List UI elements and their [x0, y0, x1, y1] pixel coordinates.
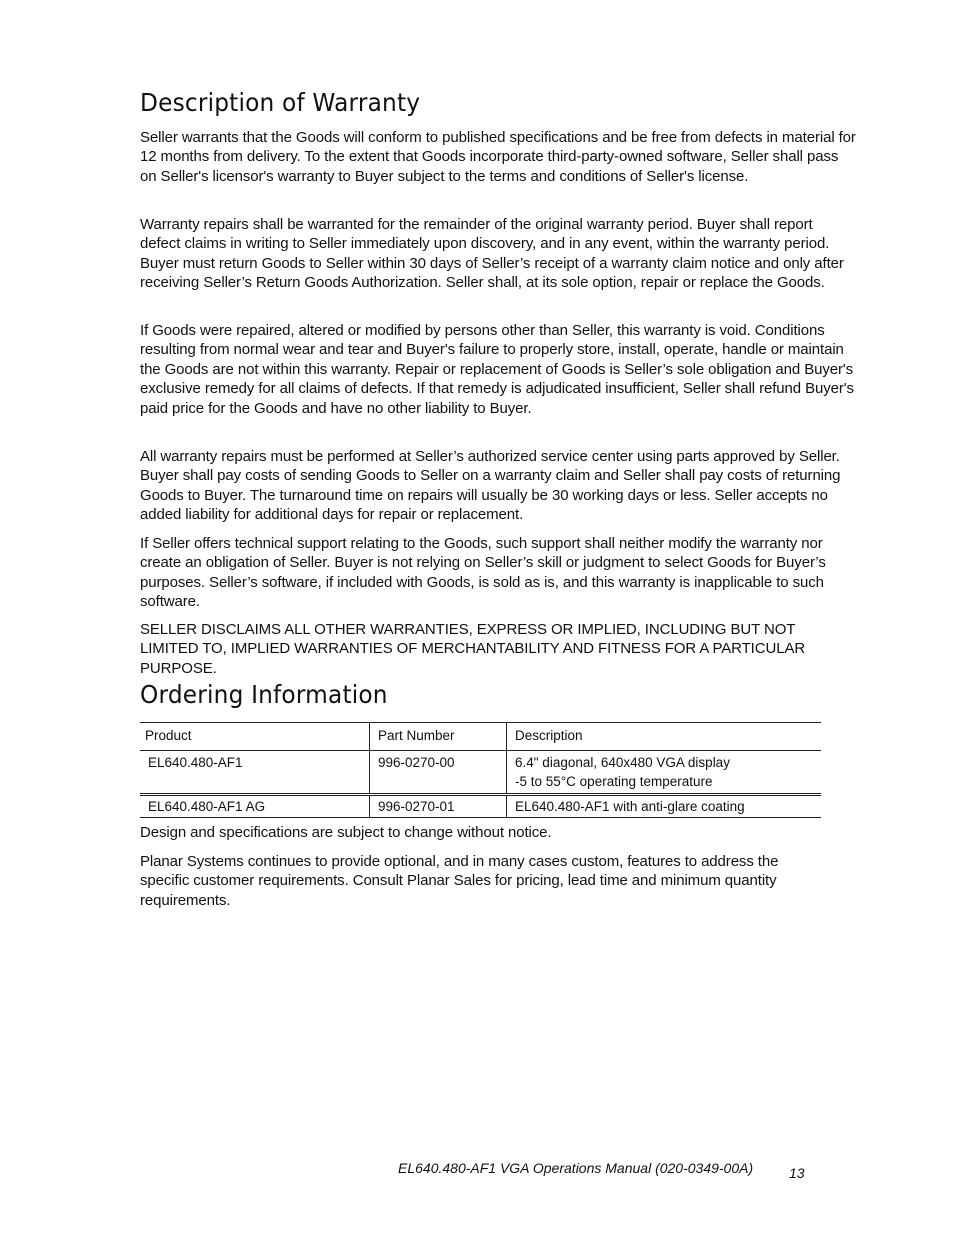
ordering-table: [140, 722, 821, 818]
ordering-paragraph: Design and specifications are subject to change without notice.: [140, 824, 552, 841]
ordering-heading: Ordering Information: [140, 680, 388, 709]
column-header-part-number: Part Number: [370, 723, 507, 751]
warranty-heading: Description of Warranty: [140, 88, 421, 117]
ordering-paragraph: Planar Systems continues to provide optional, and in many cases custom, features to address the specific customer requirements. Consult Planar Sales for pricing, lead time and minimum quantity requirements.: [140, 853, 779, 909]
product-cell: EL640.480-AF1 AG: [148, 799, 266, 814]
description-line: -5 to 55°C operating temperature: [515, 774, 713, 789]
description-cell: [507, 751, 822, 795]
part-number-cell: 996-0270-00: [370, 751, 507, 795]
description-cell: [507, 795, 822, 818]
part-number-cell: 996-0270-01: [370, 795, 507, 818]
page-number: 13: [789, 1165, 805, 1181]
table-row: [140, 751, 821, 795]
description-line: EL640.480-AF1 with anti-glare coating: [515, 799, 745, 814]
disclaimer-paragraph: SELLER DISCLAIMS ALL OTHER WARRANTIES, EXPRESS OR IMPLIED, INCLUDING BUT NOT LIMITED TO, IMPLIED WARRANTIES OF MERCHANTABILITY AND FITNESS FOR A PARTICULAR PURPOSE.: [140, 621, 806, 677]
warranty-paragraph: Seller warrants that the Goods will conform to published specifications and be free from defects in material for 12 months from delivery. To the extent that Goods incorporate third-party-owned software, Seller shall pass on Seller's licensor's warranty to Buyer subject to the terms and conditions of Seller's license.: [140, 129, 856, 185]
warranty-paragraph: If Goods were repaired, altered or modified by persons other than Seller, this warranty is void. Conditions resulting from normal wear and tear and Buyer's failure to properly store, install, operate, handle or maintain the Goods are not within this warranty. Repair or replacement of Goods is Seller’s sole obligation and Buyer's exclusive remedy for all claims of defects. If that remedy is adjudicated insufficient, Seller shall refund Buyer's paid price for the Goods and have no other liability to Buyer.: [140, 322, 854, 417]
table-header-row: [140, 723, 821, 751]
warranty-paragraph: If Seller offers technical support relating to the Goods, such support shall neither modify the warranty nor create an obligation of Seller. Buyer is not relying on Seller’s skill or judgment to select Goods for Buyer’s purposes. Seller’s software, if included with Goods, is sold as is, and this warranty is inapplicable to such software.: [140, 535, 826, 611]
table-row: [140, 795, 821, 818]
warranty-paragraph: Warranty repairs shall be warranted for the remainder of the original warranty period. Buyer shall report defect claims in writing to Seller immediately upon discovery, and in any event, within the warranty period. Buyer must return Goods to Seller within 30 days of Seller’s receipt of a warranty claim notice and only after receiving Seller’s Return Goods Authorization. Seller shall, at its sole option, repair or replace the Goods.: [140, 216, 844, 292]
column-header-product: Product: [140, 723, 370, 751]
footer-manual-title: EL640.480-AF1 VGA Operations Manual (020-0349-00A): [398, 1160, 754, 1176]
column-header-description: Description: [507, 723, 822, 751]
description-line: 6.4" diagonal, 640x480 VGA display: [515, 755, 730, 770]
warranty-paragraph: All warranty repairs must be performed at Seller’s authorized service center using parts approved by Seller. Buyer shall pay costs of sending Goods to Seller on a warranty claim and Seller shall pay costs of returning Goods to Buyer. The turnaround time on repairs will usually be 30 working days or less. Seller accepts no added liability for additional days for repair or replacement.: [140, 448, 841, 524]
product-cell: EL640.480-AF1: [148, 755, 243, 770]
